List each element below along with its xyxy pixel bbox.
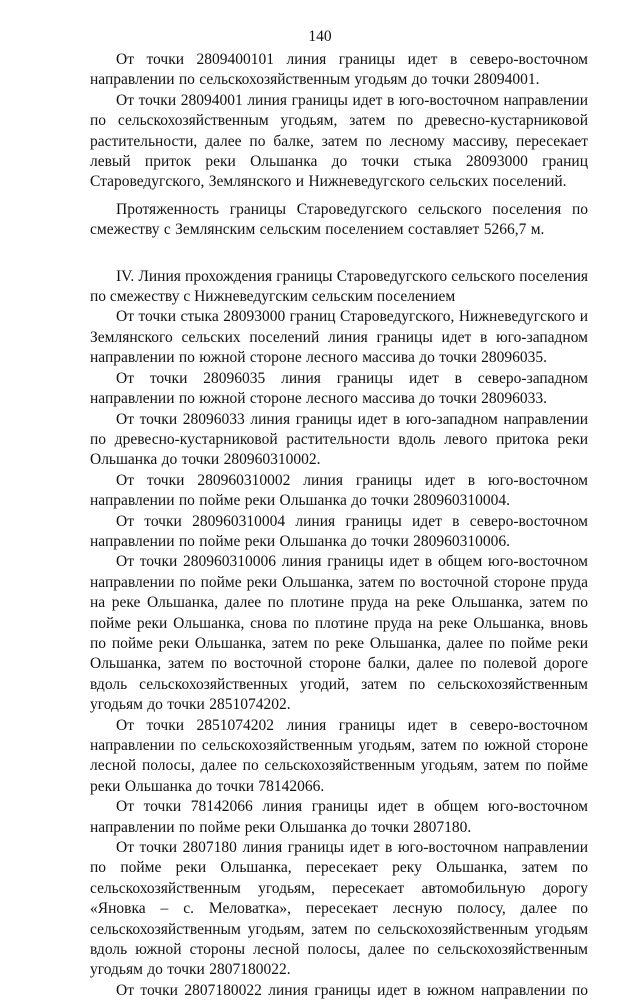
paragraph: От точки 28096033 линия границы идет в юго-западном направлении по древесно-кустарниковой растительности вдоль левого притока реки Ольшанка до точки 280960310002. — [90, 410, 588, 469]
paragraph: От точки 78142066 линия границы идет в общем юго-восточном направлении по пойме реки Ольшанка до точки 2807180. — [90, 798, 588, 836]
paragraph: От точки 28096035 линия границы идет в северо-западном направлении по южной стороне лесного массива до точки 28096033. — [90, 369, 588, 408]
paragraph: От точки стыка 28093000 границ Староведугского, Нижневедугского и Землянского сельских поселений линия границы идет в юго-западном направлении по южной стороне лесного массива до точки 28096035. — [90, 308, 588, 367]
section-heading-iv: IV. Линия прохождения границы Староведугского сельского поселения по смежеству с Нижневедугским сельским поселением — [90, 267, 588, 306]
paragraph-continued: От точки 2807180022 линия границы идет в южном направлении по — [116, 981, 588, 999]
document-body — [90, 50, 588, 1001]
paragraph: От точки 28094001 линия границы идет в юго-восточном направлении по сельскохозяйственным угодьям, затем по древесно-кустарниковой растительности, далее по балке, затем по лесному массиву, пересекает левый приток реки Ольшанка до точки стыка 28093000 границ Староведугского, Землянского и Нижневедугского сельских поселений. — [90, 91, 588, 191]
page-number: 140 — [308, 28, 332, 45]
paragraph: От точки 280960310004 линия границы идет в северо-восточном направлении по пойме реки Ольшанка до точки 280960310006. — [90, 512, 588, 550]
paragraph: От точки 280960310006 линия границы идет в общем юго-восточном направлении по пойме реки Ольшанка, затем по восточной стороне пруда на реке Ольшанка, далее по плотине пруда на реке Ольшанка, затем по пойме реки Ольшанка, снова по плотине пруда на реке Ольшанка, вновь по пойме реки Ольшанка, затем по реке Ольшанка, далее по пойме реки Ольшанка, затем по восточной стороне балки, далее по полевой дороге вдоль сельскохозяйственных угодий, затем по сельскохозяйственным угодьям до точки 2851074202. — [90, 553, 588, 714]
paragraph: От точки 280960310002 линия границы идет в юго-восточном направлении по пойме реки Ольшанка до точки 280960310004. — [90, 471, 588, 510]
paragraph: От точки 2851074202 линия границы идет в северо-восточном направлении по сельскохозяйственным угодьям, затем по южной стороне лесной полосы, далее по сельскохозяйственным угодьям, затем по пойме реки Ольшанка до точки 78142066. — [90, 716, 588, 795]
paragraph: От точки 2809400101 линия границы идет в северо-восточном направлении по сельскохозяйственным угодьям до точки 28094001. — [90, 51, 588, 89]
boundary-length-note: Протяженность границы Староведугского сельского поселения по смежеству с Землянским сельским поселением составляет 5266,7 м. — [90, 200, 588, 239]
paragraph: От точки 2807180 линия границы идет в юго-восточном направлении по пойме реки Ольшанка, пересекает реку Ольшанка, затем по сельскохозяйственным угодьям, пересекает автомобильную дорогу «Яновка – с. Меловатка», пересекает лесную полосу, далее по сельскохозяйственным угодьям, затем по сельскохозяйственным угодьям вдоль южной стороны лесной полосы, далее по сельскохозяйственным угодьям до точки 2807180022. — [90, 839, 588, 979]
